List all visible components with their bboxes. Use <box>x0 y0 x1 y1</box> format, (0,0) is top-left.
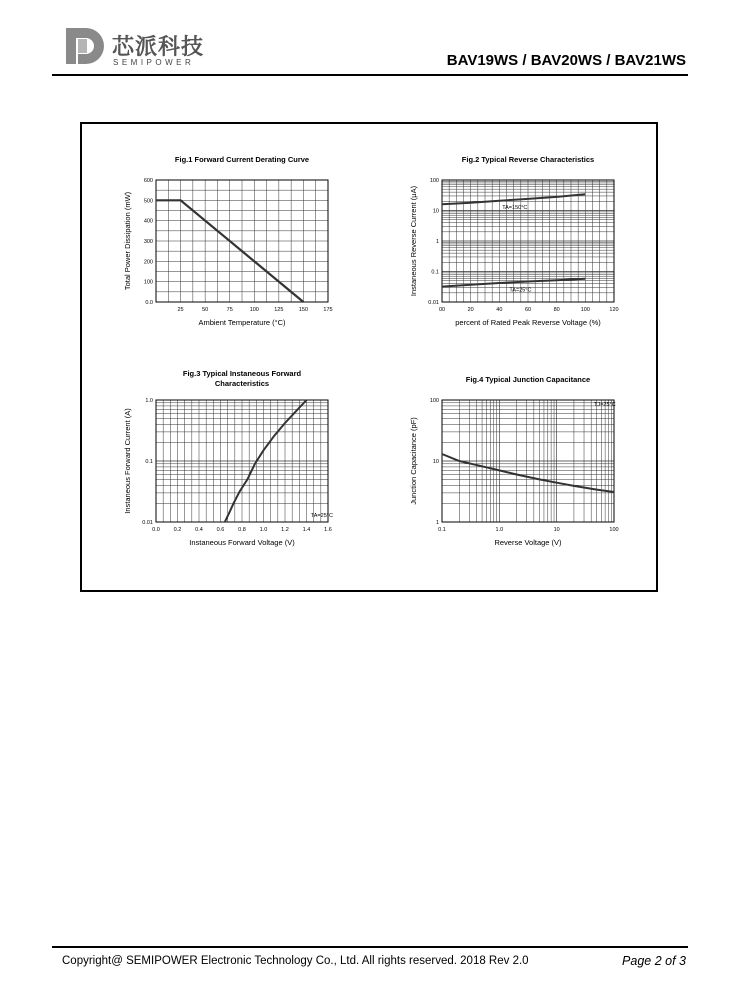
y-tick-label: 0.1 <box>431 269 439 276</box>
y-tick-label: 200 <box>143 259 153 266</box>
x-axis-label: percent of Rated Peak Reverse Voltage (%) <box>455 318 601 327</box>
y-tick-label: 1 <box>435 520 439 526</box>
x-tick-label: 125 <box>274 307 284 313</box>
y-axis-label: Instaneous Forward Current (A) <box>123 408 132 514</box>
figure-1 <box>123 155 333 327</box>
x-tick-label: 150 <box>298 307 309 313</box>
x-tick-label: 75 <box>226 307 233 313</box>
x-axis-label: Reverse Voltage (V) <box>494 538 562 547</box>
document-title: BAV19WS / BAV20WS / BAV21WS <box>446 52 686 69</box>
series-annotation: TA=150°C <box>502 205 528 212</box>
x-tick-label: 175 <box>323 307 333 313</box>
x-tick-label: 1.0 <box>259 527 268 533</box>
chart-title: Fig.4 Typical Junction Capacitance <box>465 375 591 384</box>
chart-grid <box>156 180 328 302</box>
series-annotation: TA=25°C <box>310 513 333 520</box>
figure-3 <box>123 369 333 547</box>
y-axis-label: Total Power Dissipation (mW) <box>123 191 132 291</box>
charts-canvas <box>82 124 656 590</box>
series-annotation: TJ=25°C <box>594 401 616 408</box>
y-tick-label: 400 <box>143 218 153 225</box>
page-header <box>0 0 738 80</box>
x-tick-label: 0.2 <box>173 527 182 533</box>
series-annotation: TA=25°C <box>509 287 532 294</box>
y-tick-label: 0.01 <box>428 300 439 306</box>
figures-panel <box>80 122 658 592</box>
x-tick-label: 0.4 <box>195 527 203 533</box>
header-rule <box>52 74 688 76</box>
y-axis-label: Junction Capacitance (pF) <box>409 417 418 505</box>
page-number: Page 2 of 3 <box>622 954 686 968</box>
y-tick-label: 100 <box>143 279 153 286</box>
x-tick-label: 1.2 <box>281 527 289 533</box>
x-tick-label: 1.6 <box>324 527 332 533</box>
y-tick-label: 600 <box>143 178 153 184</box>
y-axis-label: Instaneous Reverse Current (μA) <box>409 185 418 297</box>
footer-rule <box>52 946 688 948</box>
y-tick-label: 0.1 <box>145 459 153 465</box>
y-tick-label: 0.01 <box>142 520 153 526</box>
x-tick-label: 1.4 <box>302 527 311 533</box>
brand-name-english: SEMIPOWER <box>113 58 195 67</box>
x-tick-label: 1.0 <box>495 527 504 533</box>
chart-grid <box>442 400 614 522</box>
x-axis-label: Instaneous Forward Voltage (V) <box>189 538 295 547</box>
y-tick-label: 100 <box>429 178 439 184</box>
y-tick-label: 0.0 <box>145 300 153 306</box>
brand-name-chinese: 芯派科技 <box>112 34 205 59</box>
x-tick-label: 50 <box>202 307 209 313</box>
semipower-logo-icon <box>62 22 106 70</box>
x-tick-label: 40 <box>496 307 503 313</box>
x-tick-label: 100 <box>580 307 590 313</box>
y-tick-label: 500 <box>143 198 153 205</box>
x-axis-label: Ambient Temperature (°C) <box>198 318 286 327</box>
x-tick-label: 00 <box>438 307 446 313</box>
y-tick-label: 10 <box>432 459 439 465</box>
x-tick-label: 100 <box>249 307 259 313</box>
copyright-notice: Copyright@ SEMIPOWER Electronic Technology Co., Ltd. All rights reserved. 2018 Rev 2.0 <box>62 955 529 967</box>
y-tick-label: 100 <box>429 398 439 404</box>
x-tick-label: 120 <box>609 307 619 313</box>
y-tick-label: 1.0 <box>145 398 153 404</box>
y-tick-label: 300 <box>143 239 153 245</box>
figure-2 <box>409 155 619 327</box>
chart-title-line2: Characteristics <box>214 379 270 388</box>
figure-4 <box>409 375 619 547</box>
series-line-1 <box>442 454 614 492</box>
chart-title: Fig.3 Typical Instaneous Forward <box>182 369 302 378</box>
chart-grid <box>156 400 328 522</box>
chart-title: Fig.1 Forward Current Derating Curve <box>174 155 310 164</box>
x-tick-label: 100 <box>609 527 619 533</box>
y-tick-label: 10 <box>432 208 439 215</box>
x-tick-label: 25 <box>177 307 184 313</box>
x-tick-label: 0.8 <box>238 527 246 533</box>
x-tick-label: 0.6 <box>216 527 225 533</box>
x-tick-label: 10 <box>553 527 560 533</box>
x-tick-label: 80 <box>553 307 560 313</box>
chart-title: Fig.2 Typical Reverse Characteristics <box>461 155 595 164</box>
x-tick-label: 20 <box>467 307 474 313</box>
x-tick-label: 60 <box>524 307 532 313</box>
x-tick-label: 0.0 <box>152 527 160 533</box>
y-tick-label: 1 <box>435 239 439 245</box>
x-tick-label: 0.1 <box>438 527 446 533</box>
